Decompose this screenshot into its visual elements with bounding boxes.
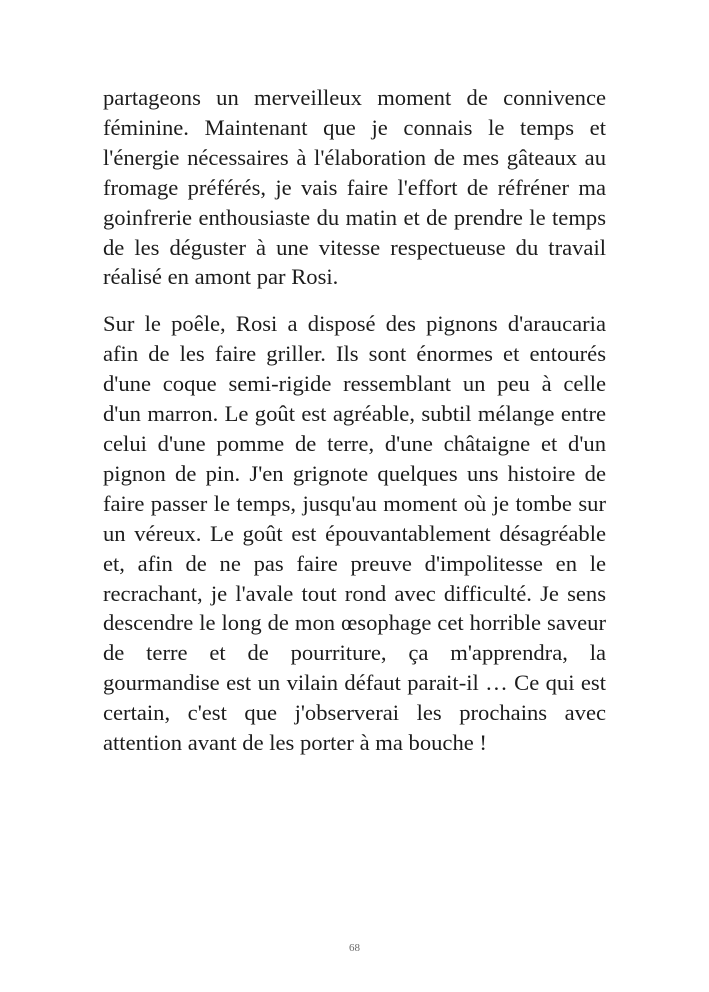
paragraph-1: partageons un merveilleux moment de connivence féminine. Maintenant que je connais le temps et l'énergie nécessaires à l'élaboration de mes gâteaux au fromage préférés, je vais faire l'effort de réfréner ma goinfrerie enthousiaste du matin et de prendre le temps de les déguster à une vitesse respectueuse du travail réalisé en amont par Rosi. xyxy=(103,85,606,290)
page-number: 68 xyxy=(349,942,360,954)
body-text xyxy=(103,83,606,758)
paragraph-2: Sur le poêle, Rosi a disposé des pignons d'araucaria afin de les faire griller. Ils sont énormes et entourés d'une coque semi-rigide ressemblant un peu à celle d'un marron. Le goût est agréable, subtil mélange entre celui d'une pomme de terre, d'une châtaigne et d'un pignon de pin. J'en grignote quelques uns histoire de faire passer le temps, jusqu'au moment où je tombe sur un véreux. Le goût est épouvantablement désagréable et, afin de ne pas faire preuve d'impolitesse en le recrachant, je l'avale tout rond avec difficulté. Je sens descendre le long de mon œsophage cet horrible saveur de terre et de pourriture, ça m'apprendra, la gourmandise est un vilain défaut parait-il … Ce qui est certain, c'est que j'observerai les prochains avec attention avant de les porter à ma bouche ! xyxy=(103,311,606,756)
